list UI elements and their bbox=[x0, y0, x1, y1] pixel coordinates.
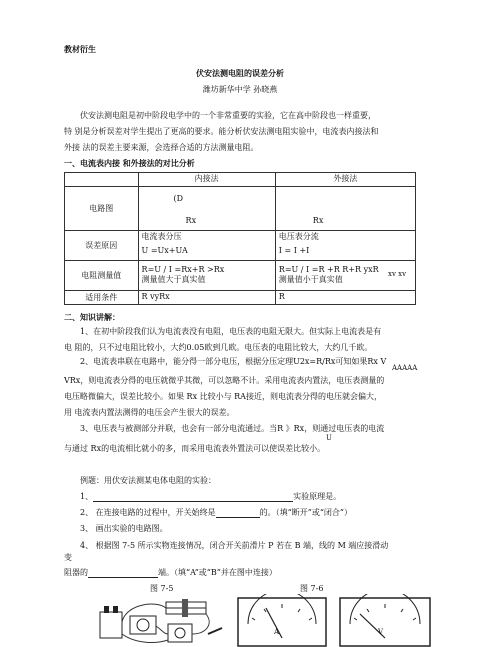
cell-line: I = I +I bbox=[278, 246, 310, 255]
question-3: 3、 画出实验的电路图。 bbox=[80, 524, 168, 533]
question-2 bbox=[80, 507, 352, 518]
ammeter-label: A bbox=[274, 628, 280, 636]
figure-caption: 图 7-6 bbox=[300, 584, 324, 593]
author-line: 潍坊新华中学 孙晓燕 bbox=[202, 85, 278, 94]
voltmeter-label: V bbox=[378, 628, 384, 636]
question-number: 1、 bbox=[80, 492, 94, 501]
paragraph-line: 3、电压表与被测部分并联，也会有一部分电流通过。当R 》Rx，则通过电压表的电流 bbox=[80, 424, 385, 433]
page-title: 伏安法测电阻的误差分析 bbox=[196, 68, 284, 78]
figure-caption: 图 7-5 bbox=[150, 584, 174, 593]
question-1 bbox=[80, 491, 341, 502]
table-header-cell: 内接法 bbox=[138, 173, 275, 187]
row-label: 电阻测量值 bbox=[65, 261, 139, 291]
intro-line: 伏安法测电阻是初中阶段电学中的一个非常重要的实验，它在高中阶段也一样重要， bbox=[80, 111, 376, 120]
cell-line: R=U / I =R +R R+R yxR bbox=[278, 265, 379, 274]
section-heading: 二、知识讲解： bbox=[64, 312, 120, 322]
meters-figure bbox=[236, 594, 436, 647]
paragraph-line: 2、电流表串联在电路中，能分得一部分电压，根据分压定理U2x=R/Rx可知如果Rx V bbox=[80, 357, 387, 366]
question-text: 实验原理是。 bbox=[293, 492, 342, 501]
paragraph-line: 电 阻的，只不过电阻比较小，大约0.05欧到几欧。电压表的电阻比较大，大约几千欧。 bbox=[64, 343, 373, 352]
subscript-note: AAAAA bbox=[392, 364, 418, 372]
cell-line: 测量值大于真实值 bbox=[141, 275, 206, 284]
intro-line: 特 别是分析误差对学生提出了更高的要求。能分析伏安法测电阻实验中，电流表内接法和 bbox=[64, 127, 379, 136]
row-label: 适用条件 bbox=[65, 291, 139, 305]
question-text: 阻器的 bbox=[64, 568, 88, 577]
cell-line: R=U / I =Rx+R >Rx bbox=[141, 265, 225, 274]
table-cell bbox=[138, 187, 275, 231]
intro-line: 外接 法的误差主要来源，会选择合适的方法测量电阻。 bbox=[64, 143, 259, 152]
circuit-mark: (D bbox=[173, 194, 184, 203]
comparison-table bbox=[64, 172, 416, 305]
question-4: 4、 根据图 7-5 所示实物连接情况，闭合开关前滑片 P 若在 B 端，线的 M 端应接滑动 bbox=[80, 541, 389, 550]
table-cell: R bbox=[275, 291, 415, 305]
cell-line: U =Ux+UA bbox=[141, 246, 188, 255]
section-heading: 一、电流表内接 和外接法的对比分析 bbox=[64, 158, 195, 168]
subscript-note: U bbox=[326, 434, 332, 442]
circuit-mark: Rx bbox=[185, 216, 197, 225]
circuit-mark: Rx bbox=[312, 216, 324, 225]
category-label: 教材衍生 bbox=[64, 44, 96, 54]
table-header-cell: 外接法 bbox=[275, 173, 415, 187]
example-heading: 例题：用伏安法测某电体电阻的实验： bbox=[80, 476, 216, 485]
paragraph-line: 用 电流表内置法测得的电压会产生很大的误差。 bbox=[64, 408, 235, 417]
question-text: 端。（填“A”或“B”并在图中连接） bbox=[158, 568, 277, 577]
cell-line: 电压表分流 bbox=[278, 232, 319, 241]
question-text: 的。（填“断开”或“闭合”） bbox=[259, 508, 352, 517]
table-cell bbox=[138, 231, 275, 261]
paragraph-line: 与通过 Rx的电流相比就小的多，而采用电流表外置法可以使误差比较小。 bbox=[64, 444, 326, 453]
table-cell: R vyRx bbox=[138, 291, 275, 305]
cell-line: 测量值小于真实值 bbox=[278, 275, 343, 284]
answer-blank[interactable] bbox=[88, 568, 158, 578]
table-side-note: xv xv bbox=[388, 270, 407, 278]
question-4-cont bbox=[64, 567, 277, 578]
table-cell bbox=[275, 187, 415, 231]
table-cell bbox=[275, 231, 415, 261]
answer-blank[interactable] bbox=[93, 492, 293, 502]
question-text: 2、 在连接电路的过程中，开关始终是 bbox=[80, 508, 216, 517]
circuit-apparatus-figure bbox=[96, 594, 226, 647]
row-label: 误差原因 bbox=[65, 231, 139, 261]
paragraph-line: 电压略微偏大，误差比较小。如果 Rx 比较小与 RA接近，则电流表分得的电压就会偏大， bbox=[64, 392, 382, 401]
question-4-cont: 变 bbox=[64, 553, 72, 562]
row-label: 电路图 bbox=[65, 187, 139, 231]
answer-blank[interactable] bbox=[216, 508, 260, 518]
cell-line: 电流表分压 bbox=[141, 232, 182, 241]
table-cell bbox=[138, 261, 275, 291]
paragraph-line: VRx，则电流表分得的电压就微乎其微，可以忽略不计。采用电流表内置法，电压表测量的 bbox=[64, 376, 385, 385]
paragraph-line: 1、在初中阶段我们认为电流表没有电阻，电压表的电阻无限大。但实际上电流表是有 bbox=[80, 327, 382, 336]
table-header-cell bbox=[65, 173, 139, 187]
